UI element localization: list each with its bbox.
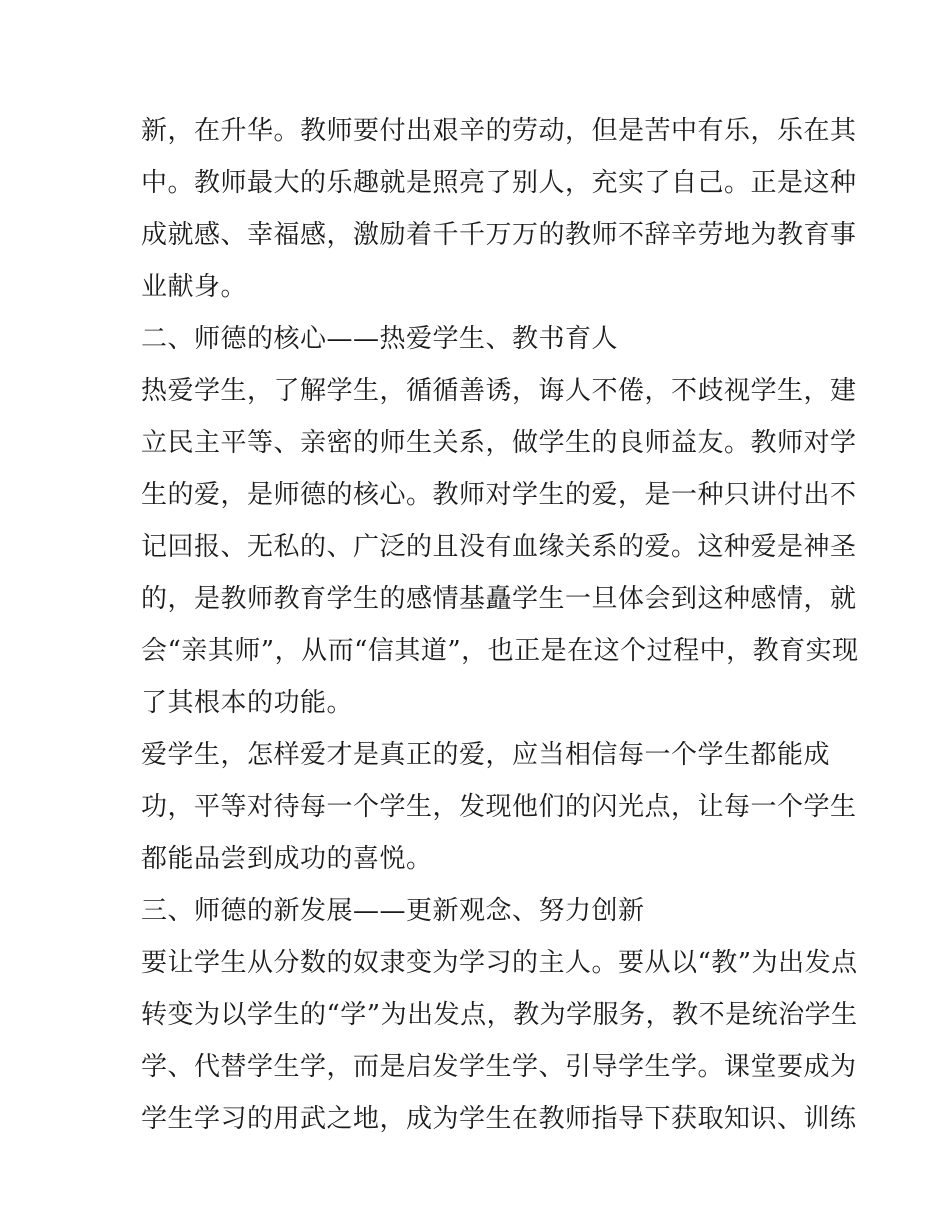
text-line: 功，平等对待每一个学生，发现他们的闪光点，让每一个学生: [141, 792, 857, 822]
text-line: 的，是教师教育学生的感情基矗学生一旦体会到这种感情，就: [141, 584, 857, 614]
text-line: 新，在升华。教师要付出艰辛的劳动，但是苦中有乐，乐在其: [141, 116, 857, 146]
text-line: 生的爱，是师德的核心。教师对学生的爱，是一种只讲付出不: [141, 480, 857, 510]
text-line: 成就感、幸福感，激励着千千万万的教师不辞辛劳地为教育事: [141, 220, 857, 250]
text-line: 立民主平等、亲密的师生关系，做学生的良师益友。教师对学: [141, 428, 857, 458]
section-heading: 二、师德的核心——热爱学生、教书育人: [141, 324, 619, 354]
text-line: 业献身。: [141, 272, 248, 302]
section-heading: 三、师德的新发展——更新观念、努力创新: [141, 896, 645, 926]
text-line: 热爱学生，了解学生，循循善诱，诲人不倦，不歧视学生，建: [141, 376, 857, 406]
document-body: [141, 105, 859, 1145]
text-line: 转变为以学生的“学”为出发点，教为学服务，教不是统治学生: [141, 1000, 858, 1030]
text-line: 中。教师最大的乐趣就是照亮了别人，充实了自己。正是这种: [141, 168, 857, 198]
text-line: 了其根本的功能。: [141, 688, 354, 718]
text-line: 记回报、无私的、广泛的且没有血缘关系的爱。这种爱是神圣: [141, 532, 857, 562]
text-line: 要让学生从分数的奴隶变为学习的主人。要从以“教”为出发点: [141, 948, 858, 978]
text-line: 学生学习的用武之地，成为学生在教师指导下获取知识、训练: [141, 1104, 857, 1134]
text-line: 学、代替学生学，而是启发学生学、引导学生学。课堂要成为: [141, 1052, 857, 1082]
text-line: 爱学生，怎样爱才是真正的爱，应当相信每一个学生都能成: [141, 740, 831, 770]
text-line: 都能品尝到成功的喜悦。: [141, 844, 433, 874]
text-line: 会“亲其师”，从而“信其道”，也正是在这个过程中，教育实现: [141, 636, 859, 666]
